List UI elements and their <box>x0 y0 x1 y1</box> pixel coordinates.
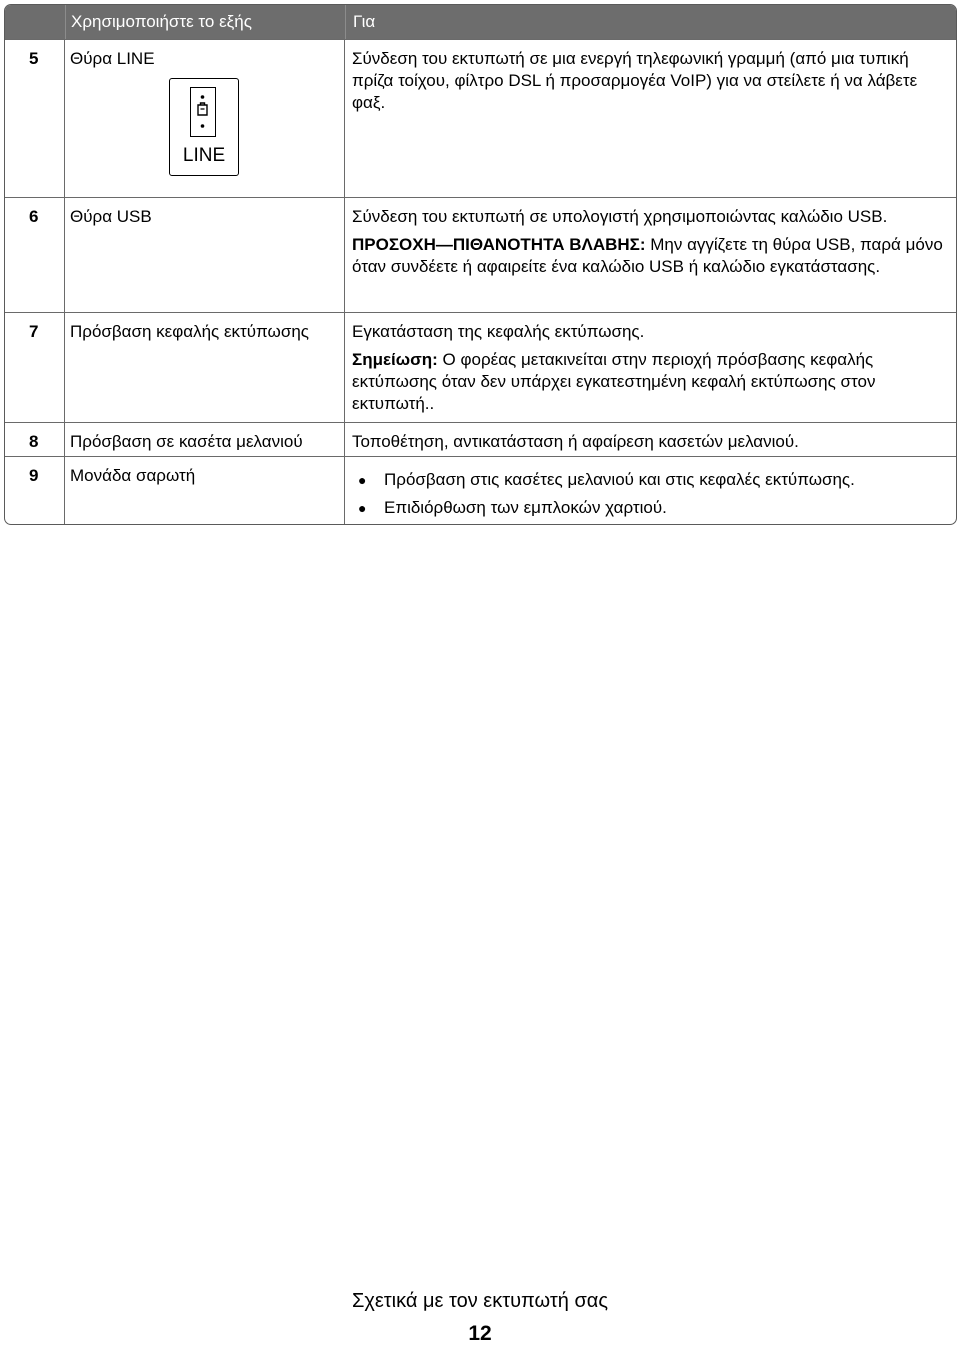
table-header <box>5 5 956 39</box>
table-row <box>5 39 956 197</box>
note-label: Σημείωση: <box>352 350 438 369</box>
row-number: 7 <box>5 313 65 422</box>
footer-section-title: Σχετικά με τον εκτυπωτή σας <box>351 1290 608 1312</box>
row-number: 8 <box>5 423 65 456</box>
list-item-text: Επιδιόρθωση των εμπλοκών χαρτιού. <box>384 498 667 517</box>
row-description <box>345 423 956 456</box>
list-item <box>352 469 946 491</box>
row-item: Μονάδα σαρωτή <box>65 457 345 524</box>
table-row <box>5 197 956 312</box>
line-port-icon <box>169 78 239 176</box>
caution-label: ΠΡΟΣΟΧΗ—ΠΙΘΑΝΟΤΗΤΑ ΒΛΑΒΗΣ: <box>352 235 646 254</box>
row-description-text: Σύνδεση του εκτυπωτή σε υπολογιστή χρησιμοποιώντας καλώδιο USB. <box>352 207 888 226</box>
wall-socket-icon <box>190 87 216 137</box>
table-row <box>5 312 956 422</box>
bullet-icon: ● <box>358 500 367 516</box>
line-port-label: LINE <box>182 145 226 166</box>
row-item: Θύρα USB <box>65 198 345 312</box>
row-description-text: Εγκατάσταση της κεφαλής εκτύπωσης. <box>352 322 645 341</box>
row-number: 5 <box>5 40 65 197</box>
row-number: 9 <box>5 457 65 524</box>
header-use-cell: Χρησιμοποιήστε το εξής <box>66 5 346 39</box>
row-item: Πρόσβαση κεφαλής εκτύπωσης <box>65 313 345 422</box>
row-number: 6 <box>5 198 65 312</box>
header-for-cell: Για <box>353 12 376 31</box>
note <box>352 349 946 415</box>
bullet-list <box>352 469 946 519</box>
row-description <box>345 457 956 524</box>
row-description <box>345 40 956 197</box>
row-item <box>65 40 345 197</box>
row-description <box>345 198 956 312</box>
row-description-text: Τοποθέτηση, αντικατάσταση ή αφαίρεση κασετών μελανιού. <box>352 432 799 451</box>
list-item-text: Πρόσβαση στις κασέτες μελανιού και στις κεφαλές εκτύπωσης. <box>384 470 855 489</box>
table-row <box>5 456 956 524</box>
caution-text: Μην αγγίζετε τη θύρα USB, παρά μόνο όταν συνδέετε ή αφαιρείτε ένα καλώδιο USB ή καλώδιο εγκατάστασης. <box>352 235 943 276</box>
row-description-text: Σύνδεση του εκτυπωτή σε μια ενεργή τηλεφωνική γραμμή (από μια τυπική πρίζα τοίχου, φίλτρο DSL ή προσαρμογέα VoIP) για να στείλετε ή να λάβετε φαξ. <box>352 49 918 112</box>
page-number: 12 <box>468 1322 492 1345</box>
header-number-cell <box>5 5 66 39</box>
row-description <box>345 313 956 422</box>
port-description-table <box>4 4 957 525</box>
list-item <box>352 497 946 519</box>
caution-note <box>352 234 946 278</box>
bullet-icon: ● <box>358 472 367 488</box>
phone-jack-icon <box>191 88 214 135</box>
table-row <box>5 422 956 456</box>
row-item-label: Θύρα LINE <box>70 49 155 68</box>
row-item: Πρόσβαση σε κασέτα μελανιού <box>65 423 345 456</box>
note-text: Ο φορέας μετακινείται στην περιοχή πρόσβασης κεφαλής εκτύπωσης όταν δεν υπάρχει εγκατεστημένη κεφαλή εκτύπωσης στον εκτυπωτή.. <box>352 350 876 413</box>
